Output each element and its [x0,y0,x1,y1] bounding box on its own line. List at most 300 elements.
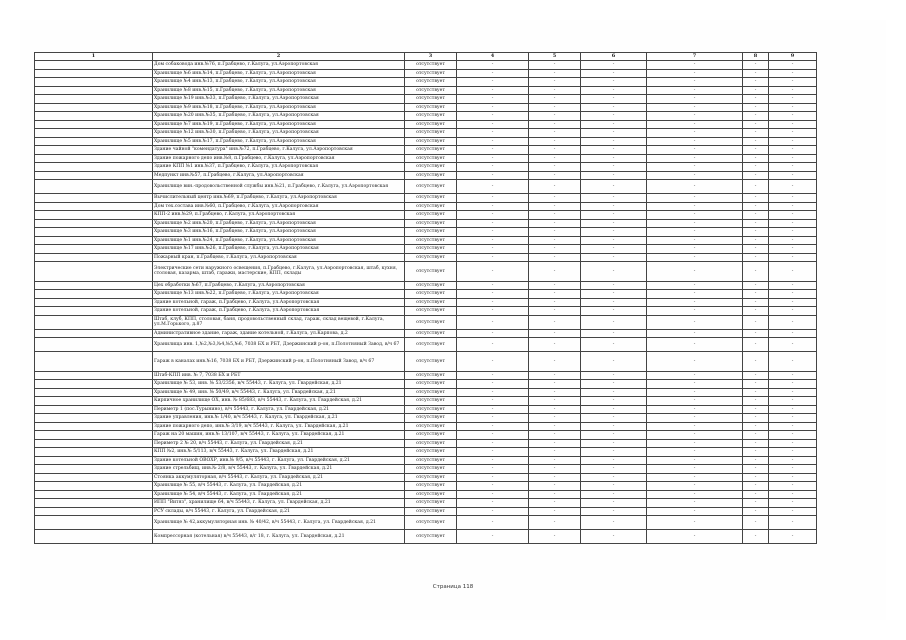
value-cell-col-7: - [647,194,743,203]
value-cell-col-6: - [581,490,647,499]
row-number-cell [35,380,153,389]
status-cell: отсутствует [405,397,457,406]
status-cell: отсутствует [405,388,457,397]
object-name-cell: Здание котельной, гараж, п.Грабцево, г.Калуга, ул.Аэропортовская [153,298,405,307]
value-cell-col-5: - [529,371,581,380]
value-cell-col-8: - [743,236,769,245]
table-row [35,448,817,457]
object-name-cell: Здание КПП №1 инв.№37, п.Грабцево, г.Калуга, ул.Аэропортовская [153,163,405,172]
object-name-cell: Хранилище №6 инв.№14, п.Грабцево, г.Калуга, ул.Аэропортовская [153,69,405,78]
object-name-cell: Хранилище № 55, в/ч 55443, г. Калуга, ул. Гвардейская, д.21 [153,482,405,491]
table-row [35,236,817,245]
status-cell: отсутствует [405,171,457,180]
object-name-cell: Электрические сети наружного освещения, п.Грабцево, г.Калуга, ул.Аэропортовская, штаб, кухня, столовая, казарма, штаб, гаражи, мастерские, КПП, склады [153,262,405,282]
status-cell: отсутствует [405,236,457,245]
value-cell-col-8: - [743,228,769,237]
row-number-cell [35,103,153,112]
value-cell-col-5: - [529,112,581,121]
value-cell-col-9: - [769,490,817,499]
value-cell-col-7: - [647,219,743,228]
value-cell-col-7: - [647,236,743,245]
value-cell-col-9: - [769,439,817,448]
value-cell-col-8: - [743,439,769,448]
value-cell-col-6: - [581,129,647,138]
status-cell: отсутствует [405,516,457,530]
value-cell-col-4: - [457,137,529,146]
object-name-cell: Здание управления, инв.№ 1/40, в/ч 55443, г. Калуга, ул. Гвардейская, д.21 [153,414,405,423]
value-cell-col-4: - [457,352,529,372]
value-cell-col-9: - [769,448,817,457]
row-number-cell [35,86,153,95]
value-cell-col-9: - [769,202,817,211]
value-cell-col-9: - [769,499,817,508]
value-cell-col-4: - [457,422,529,431]
row-number-cell [35,439,153,448]
value-cell-col-7: - [647,307,743,316]
value-cell-col-7: - [647,516,743,530]
status-cell: отсутствует [405,219,457,228]
value-cell-col-4: - [457,262,529,282]
status-cell: отсутствует [405,290,457,299]
value-cell-col-6: - [581,137,647,146]
value-cell-col-4: - [457,154,529,163]
value-cell-col-6: - [581,338,647,352]
object-name-cell: Здание котельной, гараж, п.Грабцево, г.Калуга, ул.Аэропортовская [153,307,405,316]
status-cell: отсутствует [405,473,457,482]
row-number-cell [35,338,153,352]
row-number-cell [35,482,153,491]
status-cell: отсутствует [405,253,457,262]
value-cell-col-6: - [581,262,647,282]
row-number-cell [35,530,153,544]
value-cell-col-5: - [529,211,581,220]
status-cell: отсутствует [405,431,457,440]
value-cell-col-8: - [743,315,769,329]
value-cell-col-9: - [769,422,817,431]
value-cell-col-7: - [647,298,743,307]
status-cell: отсутствует [405,228,457,237]
value-cell-col-4: - [457,290,529,299]
row-number-cell [35,253,153,262]
value-cell-col-5: - [529,245,581,254]
table-row [35,473,817,482]
value-cell-col-9: - [769,78,817,87]
row-number-cell [35,422,153,431]
table-row [35,490,817,499]
value-cell-col-5: - [529,388,581,397]
table-row [35,163,817,172]
object-name-cell: Цех обработки №67, п.Грабцево, г.Калуга, ул.Аэропортовская [153,281,405,290]
value-cell-col-9: - [769,61,817,70]
value-cell-col-9: - [769,414,817,423]
value-cell-col-8: - [743,61,769,70]
value-cell-col-5: - [529,530,581,544]
value-cell-col-4: - [457,120,529,129]
value-cell-col-4: - [457,371,529,380]
table-row [35,281,817,290]
value-cell-col-8: - [743,371,769,380]
value-cell-col-9: - [769,163,817,172]
table-row [35,338,817,352]
row-number-cell [35,352,153,372]
value-cell-col-5: - [529,137,581,146]
value-cell-col-7: - [647,456,743,465]
value-cell-col-5: - [529,456,581,465]
value-cell-col-6: - [581,245,647,254]
value-cell-col-9: - [769,431,817,440]
value-cell-col-7: - [647,103,743,112]
value-cell-col-7: - [647,154,743,163]
value-cell-col-6: - [581,211,647,220]
object-name-cell: Административное здание, гараж, здание котельной, г.Калуга, ул.Карпова, д.2 [153,329,405,338]
value-cell-col-8: - [743,329,769,338]
row-number-cell [35,180,153,194]
value-cell-col-4: - [457,380,529,389]
value-cell-col-8: - [743,307,769,316]
value-cell-col-9: - [769,338,817,352]
object-name-cell: Гараж на 20 машин, инв.№ 13/107, в/ч 55443, г. Калуга, ул. Гвардейская, д.21 [153,431,405,440]
status-cell: отсутствует [405,211,457,220]
object-name-cell: Хранилище №20 инв.№35, п.Грабцево, г.Калуга, ул.Аэропортовская [153,112,405,121]
value-cell-col-6: - [581,180,647,194]
column-header: 7 [647,53,743,61]
value-cell-col-6: - [581,380,647,389]
status-cell: отсутствует [405,163,457,172]
object-name-cell: Медпункт инв.№57, п.Грабцево, г.Калуга, ул.Аэропортовская [153,171,405,180]
value-cell-col-8: - [743,298,769,307]
table-row [35,78,817,87]
value-cell-col-5: - [529,78,581,87]
column-header: 2 [153,53,405,61]
value-cell-col-8: - [743,194,769,203]
table-row [35,499,817,508]
row-number-cell [35,120,153,129]
row-number-cell [35,194,153,203]
value-cell-col-9: - [769,129,817,138]
value-cell-col-7: - [647,228,743,237]
value-cell-col-6: - [581,120,647,129]
value-cell-col-9: - [769,329,817,338]
column-header: 1 [35,53,153,61]
value-cell-col-5: - [529,473,581,482]
value-cell-col-7: - [647,137,743,146]
value-cell-col-9: - [769,397,817,406]
table-row [35,439,817,448]
value-cell-col-8: - [743,202,769,211]
value-cell-col-6: - [581,371,647,380]
column-header: 8 [743,53,769,61]
table-row [35,253,817,262]
value-cell-col-5: - [529,69,581,78]
table-row [35,120,817,129]
value-cell-col-4: - [457,171,529,180]
value-cell-col-4: - [457,103,529,112]
table-row [35,103,817,112]
value-cell-col-6: - [581,456,647,465]
object-name-cell: РСУ склады, в/ч 55443, г. Калуга, ул. Гвардейская, д.21 [153,507,405,516]
value-cell-col-8: - [743,338,769,352]
row-number-cell [35,315,153,329]
status-cell: отсутствует [405,86,457,95]
value-cell-col-4: - [457,211,529,220]
document-page [20,20,886,620]
value-cell-col-6: - [581,95,647,104]
value-cell-col-5: - [529,236,581,245]
table-row [35,388,817,397]
value-cell-col-6: - [581,405,647,414]
row-number-cell [35,290,153,299]
value-cell-col-9: - [769,371,817,380]
value-cell-col-6: - [581,281,647,290]
table-row [35,422,817,431]
object-name-cell: Хранилище №9 инв.№18, п.Грабцево, г.Калуга, ул.Аэропортовская [153,103,405,112]
status-cell: отсутствует [405,120,457,129]
value-cell-col-6: - [581,171,647,180]
value-cell-col-6: - [581,103,647,112]
status-cell: отсутствует [405,146,457,155]
table-row [35,465,817,474]
row-number-cell [35,329,153,338]
value-cell-col-4: - [457,456,529,465]
value-cell-col-8: - [743,482,769,491]
value-cell-col-5: - [529,262,581,282]
status-cell: отсутствует [405,482,457,491]
value-cell-col-6: - [581,307,647,316]
value-cell-col-8: - [743,456,769,465]
value-cell-col-8: - [743,516,769,530]
value-cell-col-8: - [743,171,769,180]
value-cell-col-4: - [457,397,529,406]
table-row [35,171,817,180]
row-number-cell [35,129,153,138]
value-cell-col-6: - [581,290,647,299]
value-cell-col-5: - [529,397,581,406]
registry-table [34,52,817,544]
status-cell: отсутствует [405,439,457,448]
value-cell-col-7: - [647,507,743,516]
value-cell-col-7: - [647,397,743,406]
value-cell-col-4: - [457,516,529,530]
value-cell-col-7: - [647,281,743,290]
value-cell-col-7: - [647,482,743,491]
status-cell: отсутствует [405,180,457,194]
value-cell-col-9: - [769,262,817,282]
table-row [35,245,817,254]
value-cell-col-8: - [743,490,769,499]
value-cell-col-9: - [769,194,817,203]
table-row [35,202,817,211]
value-cell-col-4: - [457,146,529,155]
value-cell-col-5: - [529,329,581,338]
object-name-cell: Хранилище №1 инв.№24, п.Грабцево, г.Калуга, ул.Аэропортовская [153,236,405,245]
value-cell-col-6: - [581,499,647,508]
value-cell-col-9: - [769,211,817,220]
value-cell-col-8: - [743,120,769,129]
status-cell: отсутствует [405,103,457,112]
value-cell-col-7: - [647,171,743,180]
object-name-cell: Периметр 2 № 20, в/ч 55443, г. Калуга, ул. Гвардейская, д.21 [153,439,405,448]
value-cell-col-7: - [647,120,743,129]
value-cell-col-7: - [647,329,743,338]
value-cell-col-5: - [529,154,581,163]
value-cell-col-6: - [581,516,647,530]
value-cell-col-9: - [769,380,817,389]
table-row [35,315,817,329]
status-cell: отсутствует [405,371,457,380]
value-cell-col-4: - [457,307,529,316]
value-cell-col-5: - [529,202,581,211]
value-cell-col-9: - [769,146,817,155]
value-cell-col-6: - [581,422,647,431]
value-cell-col-6: - [581,78,647,87]
table-row [35,228,817,237]
value-cell-col-7: - [647,431,743,440]
value-cell-col-6: - [581,112,647,121]
value-cell-col-7: - [647,490,743,499]
row-number-cell [35,202,153,211]
row-number-cell [35,499,153,508]
table-row [35,530,817,544]
object-name-cell: Хранилище №17 инв.№26, п.Грабцево, г.Калуга, ул.Аэропортовская [153,245,405,254]
row-number-cell [35,507,153,516]
object-name-cell: Стоянка аккумуляторная, в/ч 55443, г. Калуга, ул. Гвардейская, д.21 [153,473,405,482]
object-name-cell: Компрессорная (котельная) в/ч 55443, в/г 18, г. Калуга, ул. Гвардейская, д.21 [153,530,405,544]
status-cell: отсутствует [405,490,457,499]
value-cell-col-5: - [529,129,581,138]
value-cell-col-4: - [457,414,529,423]
row-number-cell [35,465,153,474]
value-cell-col-4: - [457,388,529,397]
value-cell-col-8: - [743,414,769,423]
value-cell-col-8: - [743,530,769,544]
object-name-cell: Дом тех.состава инв.№60, п.Грабцево, г.Калуга, ул.Аэропортовская [153,202,405,211]
value-cell-col-6: - [581,61,647,70]
object-name-cell: Периметр 1 (пос.Турынино), в/ч 55443, г. Калуга, ул. Гвардейская, д.21 [153,405,405,414]
value-cell-col-4: - [457,465,529,474]
row-number-cell [35,211,153,220]
value-cell-col-4: - [457,507,529,516]
table-row [35,371,817,380]
value-cell-col-9: - [769,236,817,245]
object-name-cell: Хранилище №13 инв.№22, п.Грабцево, г.Калуга, ул.Аэропортовская [153,290,405,299]
value-cell-col-9: - [769,228,817,237]
status-cell: отсутствует [405,307,457,316]
table-row [35,69,817,78]
row-number-cell [35,298,153,307]
status-cell: отсутствует [405,281,457,290]
table-row [35,456,817,465]
value-cell-col-8: - [743,507,769,516]
value-cell-col-4: - [457,482,529,491]
value-cell-col-6: - [581,414,647,423]
row-number-cell [35,236,153,245]
row-number-cell [35,219,153,228]
value-cell-col-4: - [457,95,529,104]
value-cell-col-9: - [769,456,817,465]
value-cell-col-7: - [647,129,743,138]
value-cell-col-6: - [581,482,647,491]
value-cell-col-8: - [743,95,769,104]
value-cell-col-7: - [647,405,743,414]
value-cell-col-9: - [769,219,817,228]
value-cell-col-9: - [769,154,817,163]
value-cell-col-6: - [581,507,647,516]
value-cell-col-7: - [647,262,743,282]
value-cell-col-7: - [647,245,743,254]
status-cell: отсутствует [405,380,457,389]
value-cell-col-7: - [647,290,743,299]
value-cell-col-9: - [769,352,817,372]
value-cell-col-9: - [769,112,817,121]
value-cell-col-6: - [581,228,647,237]
value-cell-col-5: - [529,163,581,172]
object-name-cell: Хранилище №3 инв.№16, п.Грабцево, г.Калуга, ул.Аэропортовская [153,228,405,237]
value-cell-col-5: - [529,439,581,448]
status-cell: отсутствует [405,245,457,254]
status-cell: отсутствует [405,112,457,121]
value-cell-col-5: - [529,86,581,95]
value-cell-col-9: - [769,180,817,194]
value-cell-col-7: - [647,146,743,155]
table-row [35,352,817,372]
value-cell-col-5: - [529,146,581,155]
object-name-cell: Хранилища инв. 1,№2,№3,№4,№5,№6, 7038 БХ и РБТ, Дзержинский р-он, п.Полотняный Завод, в/ч 67 [153,338,405,352]
value-cell-col-7: - [647,163,743,172]
value-cell-col-5: - [529,465,581,474]
row-number-cell [35,414,153,423]
value-cell-col-7: - [647,112,743,121]
value-cell-col-8: - [743,290,769,299]
row-number-cell [35,112,153,121]
value-cell-col-6: - [581,388,647,397]
value-cell-col-6: - [581,86,647,95]
value-cell-col-7: - [647,422,743,431]
object-name-cell: Здание пожарного депо инв.№8, п.Грабцево, г.Калуга, ул.Аэропортовская [153,154,405,163]
value-cell-col-5: - [529,380,581,389]
value-cell-col-5: - [529,95,581,104]
value-cell-col-5: - [529,482,581,491]
value-cell-col-5: - [529,338,581,352]
object-name-cell: Здание пожарного депо, инв.№ 3/19, в/ч 55443, г. Калуга, ул. Гвардейская, д.21 [153,422,405,431]
value-cell-col-4: - [457,439,529,448]
object-name-cell: Дом собаковода инв.№76, п.Грабцево, г.Калуга, ул.Аэропортовская [153,61,405,70]
value-cell-col-9: - [769,405,817,414]
value-cell-col-5: - [529,61,581,70]
status-cell: отсутствует [405,137,457,146]
status-cell: отсутствует [405,448,457,457]
value-cell-col-9: - [769,516,817,530]
value-cell-col-5: - [529,253,581,262]
value-cell-col-8: - [743,86,769,95]
table-row [35,211,817,220]
value-cell-col-4: - [457,315,529,329]
value-cell-col-5: - [529,507,581,516]
column-header: 6 [581,53,647,61]
value-cell-col-9: - [769,298,817,307]
value-cell-col-8: - [743,281,769,290]
value-cell-col-9: - [769,281,817,290]
object-name-cell: КПП №2, инв.№ 5/113, в/ч 55443, г. Калуга, ул. Гвардейская, д.21 [153,448,405,457]
status-cell: отсутствует [405,422,457,431]
value-cell-col-7: - [647,473,743,482]
object-name-cell: Вычислительный центр инв.№69, п.Грабцево, г.Калуга, ул.Аэропортовская [153,194,405,203]
value-cell-col-8: - [743,388,769,397]
value-cell-col-4: - [457,61,529,70]
value-cell-col-7: - [647,380,743,389]
object-name-cell: Хранилище №5 инв.№17, п.Грабцево, г.Калуга, ул.Аэропортовская [153,137,405,146]
value-cell-col-5: - [529,281,581,290]
value-cell-col-6: - [581,146,647,155]
